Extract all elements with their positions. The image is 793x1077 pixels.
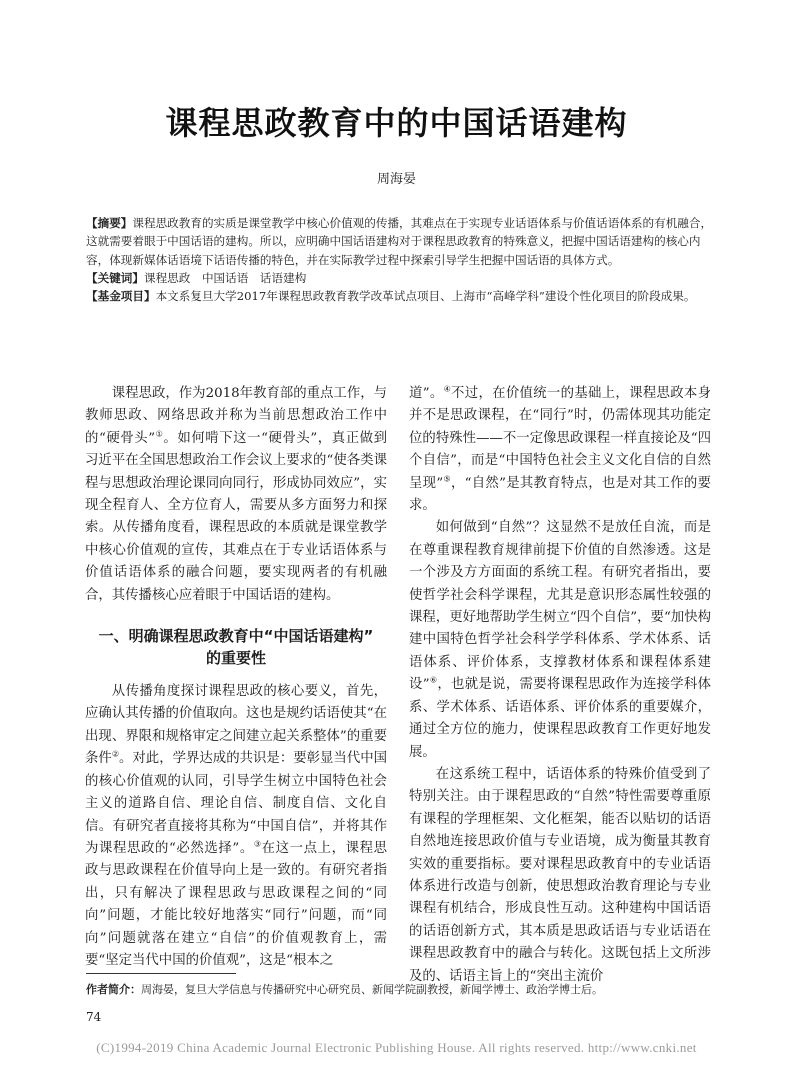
section-heading [85, 625, 387, 669]
footnote-ref: ① [155, 429, 164, 439]
footnote-ref: ② [111, 749, 119, 759]
fund-label: 【基金项目】 [86, 289, 156, 304]
right-column [409, 383, 711, 988]
abstract [86, 214, 716, 269]
abstract-block [86, 214, 716, 305]
abstract-text: 课程思政教育的实质是课堂教学中核心价值观的传播，其难点在于实现专业话语体系与价值话语体系的有机融合，这就需要着眼于中国话语的建构。所以，应明确中国话语建构对于课程思政教育的特殊意义，把握中国话语建构的核心内容，体现新媒体话语境下话语传播的特色，并在实际教学过程中探索引导学生把握中国话语的具体方式。 [86, 216, 713, 267]
footnote-ref: ⑥ [429, 675, 438, 685]
paragraph: 在这系统工程中，话语体系的特殊价值受到了特别关注。由于课程思政的“自然”特性需要尊重原有课程的学理框架、文化框架，能否以贴切的话语自然地连接思政价值与专业语境，成为衡量其教育实效的重要指标。要对课程思政教育中的专业话语体系进行改造与创新，使思想政治教育理论与专业课程有机结合，形成良性互动。这种建构中国话语的话语创新方式，其本质是思政话语与专业话语在课程思政教育中的融合与转化。这既包括上文所涉及的、话语主旨上的“突出主流价 [409, 766, 711, 984]
fund-text: 本文系复旦大学2017年课程思政教育教学改革试点项目、上海市“高峰学科”建设个性化项目的阶段成果。 [155, 289, 696, 304]
author-note-text: 周海晏，复旦大学信息与传播研究中心研究员、新闻学院副教授，新闻学博士、政治学博士后。 [141, 983, 603, 996]
page-number: 74 [86, 1010, 102, 1024]
keywords [86, 269, 716, 287]
footnote-ref: ⑤ [443, 474, 451, 484]
author-note-label: 作者简介： [86, 983, 141, 996]
section-heading-line2: 的重要性 [205, 649, 266, 668]
article-title: 课程思政教育中的中国话语建构 [165, 104, 628, 142]
footnote-divider [86, 973, 236, 974]
paragraph: 课程思政，作为2018年教育部的重点工作，与教师思政、网络思政并称为当前思想政治工作中的“硬骨头”①。如何啃下这一“硬骨头”，真正做到习近平在全国思想政治工作会议上要求的“使各类课程与思想政治理论课同向同行，形成协同效应”，实现全程育人、全方位育人，需要从多方面努力和探索。从传播角度看，课程思政的本质就是课堂教学中核心价值观的宣传，其难点在于专业话语体系与价值话语体系的融合问题，要实现两者的有机融合，其传播核心应着眼于中国话语的建构。 [85, 386, 387, 603]
copyright-watermark: (C)1994-2019 China Academic Journal Electronic Publishing House. All rights reserved. http://www.cnki.net [96, 1040, 697, 1055]
keywords-text: 课程思政 中国话语 话语建构 [143, 270, 307, 285]
paragraph: 从传播角度探讨课程思政的核心要义，首先，应确认其传播的价值取向。这也是规约话语使其“在出现、界限和规格审定之间建立起关系整体”的重要条件②。对此，学界达成的共识是：要彰显当代中国的核心价值观的认同，引导学生树立中国特色社会主义的道路自信、理论自信、制度自信、文化自信。有研究者直接将其称为“中国自信”，并将其作为课程思政的“必然选择”。③在这一点上，课程思政与思政课程在价值导向上是一致的。有研究者指出，只有解决了课程思政与思政课程之间的“同向”问题，才能比较好地落实“同行”问题，而“同向”问题就落在建立“自信”的价值观教育上，需要“坚定当代中国的价值观”，这是“根本之 [85, 684, 388, 968]
author-note [86, 982, 726, 998]
section-heading-line1: 一、明确课程思政教育中“中国话语建构” [98, 627, 374, 646]
footnote-ref: ④ [443, 384, 452, 394]
fund [86, 287, 716, 305]
left-column [85, 383, 387, 972]
paragraph: 如何做到“自然”？这显然不是放任自流，而是在尊重课程教育规律前提下价值的自然渗透。这是一个涉及方方面面的系统工程。有研究者指出，要使哲学社会科学课程，尤其是意识形态属性较强的课程，更好地帮助学生树立“四个自信”，要“加快构建中国特色哲学社会科学学科体系、学术体系、话语体系、评价体系，支撑教材体系和课程体系建设”⑥，也就是说，需要将课程思政作为连接学科体系、学术体系、话语体系、评价体系的重要媒介，通过全方位的施力，使课程思政教育工作更好地发展。 [409, 520, 711, 760]
author-name: 周海晏 [376, 172, 416, 187]
footnote-ref: ③ [253, 839, 262, 849]
paragraph: 道”。④不过，在价值统一的基础上，课程思政本身并不是思政课程，在“同行”时，仍需体现其功能定位的特殊性——不一定像思政课程一样直接论及“四个自信”，而是“中国特色社会主义文化自信的自然呈现”⑤，“自然”是其教育特点，也是对其工作的要求。 [409, 384, 712, 514]
keywords-label: 【关键词】 [86, 270, 144, 285]
abstract-label: 【摘要】 [86, 216, 133, 230]
